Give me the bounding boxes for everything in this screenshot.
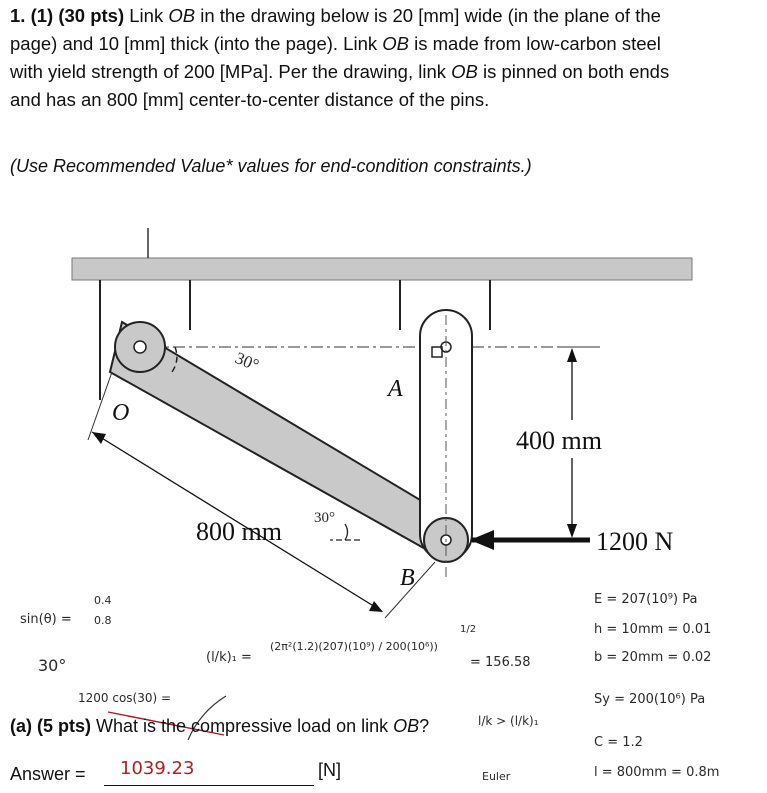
answer-blank[interactable] bbox=[104, 785, 314, 786]
hand-euler: Euler bbox=[482, 770, 511, 783]
label-o: O bbox=[112, 400, 130, 426]
hand-sy: Sy = 200(10⁶) Pa bbox=[594, 692, 706, 707]
hand-h: h = 10mm = 0.01 bbox=[594, 622, 712, 637]
link-ob-italic: OB bbox=[168, 5, 196, 26]
link-ob-italic: OB bbox=[451, 61, 478, 82]
problem-text: Link bbox=[129, 5, 169, 26]
hand-b: b = 20mm = 0.02 bbox=[594, 650, 712, 665]
part-a-text: ? bbox=[419, 716, 430, 736]
angle-label-top: 30° bbox=[232, 348, 262, 375]
hand-sin-den: 0.8 bbox=[94, 614, 112, 627]
answer-unit: [N] bbox=[318, 760, 342, 780]
part-a-text: What is the compressive load on link bbox=[96, 716, 394, 736]
answer-label: Answer = bbox=[10, 764, 86, 784]
link-ob-italic: OB bbox=[393, 716, 420, 736]
hand-l: l = 800mm = 0.8m bbox=[594, 765, 720, 780]
problem-number: 1. bbox=[10, 5, 26, 26]
hand-sin: sin(θ) = bbox=[20, 612, 72, 627]
force-label: 1200 N bbox=[596, 527, 674, 556]
ground-support bbox=[72, 258, 692, 280]
label-a: A bbox=[388, 376, 403, 402]
part-a-label: (a) (5 pts) bbox=[10, 716, 91, 736]
end-condition-note: (Use Recommended Value* values for end-condition constraints.) bbox=[10, 156, 532, 176]
hand-c: C = 1.2 bbox=[594, 735, 643, 750]
hand-cos: 1200 cos(30) = bbox=[78, 691, 172, 705]
dim-arrow-left bbox=[92, 432, 106, 444]
part-a-question bbox=[10, 712, 429, 740]
hand-slender-expr: (2π²(1.2)(207)(10⁹) / 200(10⁶)) bbox=[270, 640, 438, 653]
dim-arrow-right bbox=[369, 601, 383, 612]
dim-400-label: 400 mm bbox=[516, 426, 602, 455]
hand-slender-lhs: (l/k)₁ = bbox=[206, 650, 252, 665]
hand-check: l/k > (l/k)₁ bbox=[478, 714, 539, 728]
pin-o bbox=[134, 341, 146, 353]
problem-text: in the drawing below is 20 [mm] wide (in the plane of the bbox=[195, 5, 661, 26]
dim-800-label: 800 mm bbox=[196, 517, 282, 546]
angle-label-bottom: 30° bbox=[314, 510, 335, 526]
force-arrow-head bbox=[470, 530, 494, 550]
hand-e: E = 207(10⁹) Pa bbox=[594, 592, 698, 607]
problem-line-4: and has an 800 [mm] center-to-center distance of the pins. bbox=[10, 89, 490, 110]
angle-arc-bottom bbox=[345, 524, 348, 540]
answer-value: 1039.23 bbox=[120, 758, 195, 779]
dim-arrow-up bbox=[567, 348, 577, 362]
problem-text: is made from low-carbon steel bbox=[409, 33, 661, 54]
hand-thirty: 30° bbox=[38, 656, 67, 675]
problem-text: with yield strength of 200 [MPa]. Per the drawing, link bbox=[10, 61, 452, 82]
problem-text: page) and 10 [mm] thick (into the page). Link bbox=[10, 33, 383, 54]
hand-slender-result: = 156.58 bbox=[470, 655, 531, 670]
problem-text: is pinned on both ends bbox=[477, 61, 670, 82]
hand-exponent: 1/2 bbox=[460, 624, 477, 635]
link-ob-italic: OB bbox=[382, 33, 409, 54]
label-b: B bbox=[400, 565, 415, 591]
hand-sin-num: 0.4 bbox=[94, 594, 112, 607]
problem-points: (1) (30 pts) bbox=[30, 5, 125, 26]
dim-arrow-down bbox=[567, 524, 577, 538]
